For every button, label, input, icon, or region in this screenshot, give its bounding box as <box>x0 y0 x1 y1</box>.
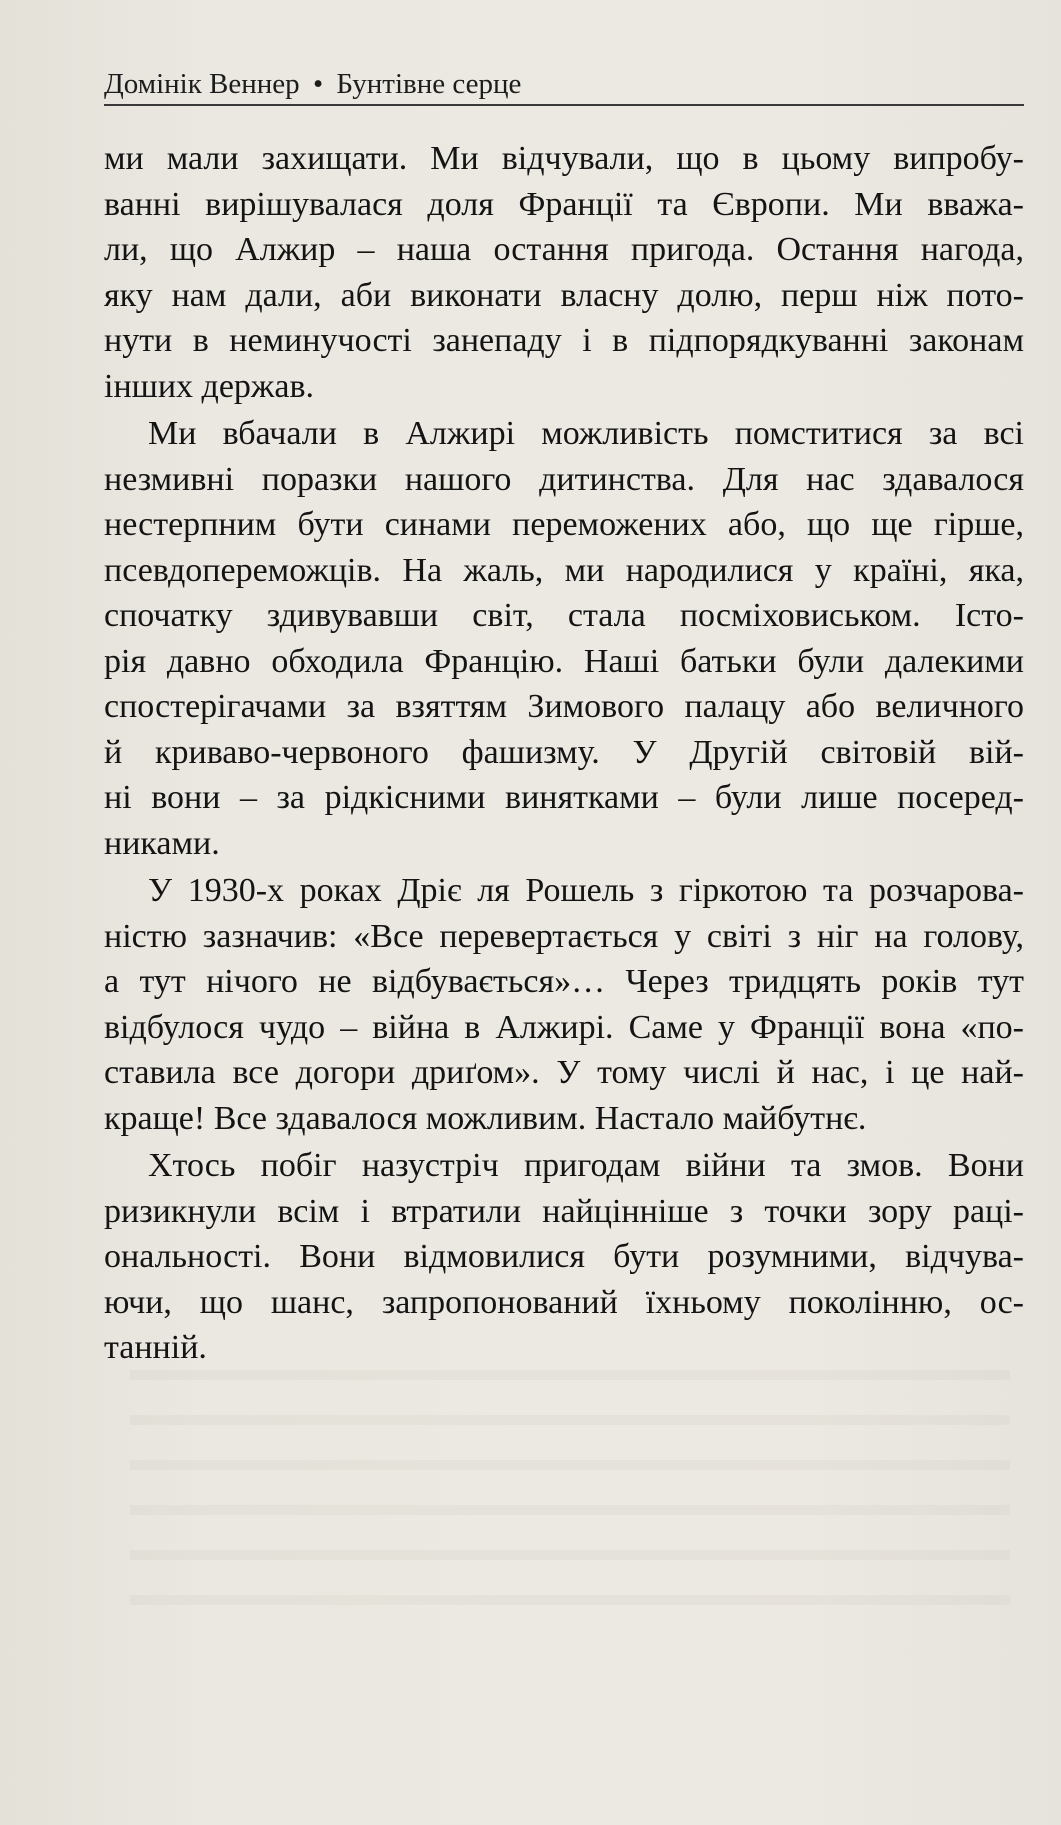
text-line: ючи, що шанс, запропонований їхньому поколінню, ос- <box>104 1283 1024 1321</box>
running-header <box>104 66 1024 106</box>
text-line: ні вони – за рідкісними винятками – були лише посеред- <box>104 779 1024 816</box>
text-line: а тут нічого не відбувається»… Через тридцять років тут <box>104 963 1024 1000</box>
text-line: нути в неминучості занепаду і в підпорядкуванні законам <box>104 322 1024 359</box>
text-line: Ми вбачали в Алжирі можливість помститися за всі <box>148 415 1024 452</box>
text-line: краще! Все здавалося можливим. Настало майбутнє. <box>104 1099 867 1137</box>
header-author: Домінік Веннер <box>104 68 300 100</box>
text-line: никами. <box>104 824 220 862</box>
text-line: У 1930-х роках Дріє ля Рошель з гіркотою та розчарова- <box>148 872 1024 909</box>
text-line: нестерпним бути синами переможених або, що ще гірше, <box>104 506 1024 543</box>
text-line: інших держав. <box>104 367 315 405</box>
text-line: танній. <box>104 1329 207 1366</box>
text-line: спочатку здивувавши світ, стала посміховиськом. Істо- <box>104 597 1024 634</box>
text-line: незмивні поразки нашого дитинства. Для нас здавалося <box>104 460 1024 498</box>
text-line: рія давно обходила Францію. Наші батьки були далекими <box>104 642 1024 680</box>
text-line: ональності. Вони відмовилися бути розумними, відчува- <box>104 1238 1024 1275</box>
text-line: яку нам дали, аби виконати власну долю, перш ніж пото- <box>104 276 1024 314</box>
text-line: ли, що Алжир – наша остання пригода. Остання нагода, <box>104 231 1024 268</box>
text-line: ванні вирішувалася доля Франції та Європи. Ми вважа- <box>104 185 1024 223</box>
paragraph <box>104 411 1024 866</box>
paragraph <box>104 1143 1024 1371</box>
paragraph <box>104 136 1024 409</box>
text-line: псевдопереможців. На жаль, ми народилися у країні, яка, <box>104 551 1024 589</box>
text-line: ставила все догори дриґом». У тому числі й нас, і це най- <box>104 1054 1024 1091</box>
text-line: ністю зазначив: «Все перевертається у світі з ніг на голову, <box>104 917 1024 955</box>
header-separator: • <box>312 68 324 100</box>
text-line: відбулося чудо – війна в Алжирі. Саме у Франції вона «по- <box>104 1008 1024 1046</box>
show-through-texture <box>130 1370 1010 1630</box>
text-line: ризикнули всім і втратили найцінніше з точки зору раці- <box>104 1192 1024 1230</box>
text-line: спостерігачами за взяттям Зимового палацу або величного <box>104 688 1024 725</box>
paragraph <box>104 868 1024 1141</box>
text-line: Хтось побіг назустріч пригодам війни та змов. Вони <box>148 1147 1024 1184</box>
header-book-title: Бунтівне серце <box>336 68 522 100</box>
text-line: ми мали захищати. Ми відчували, що в цьому випробу- <box>104 140 1024 177</box>
text-line: й криваво-червоного фашизму. У Другій світовій вій- <box>104 733 1024 771</box>
page-body-text <box>104 136 1024 1371</box>
